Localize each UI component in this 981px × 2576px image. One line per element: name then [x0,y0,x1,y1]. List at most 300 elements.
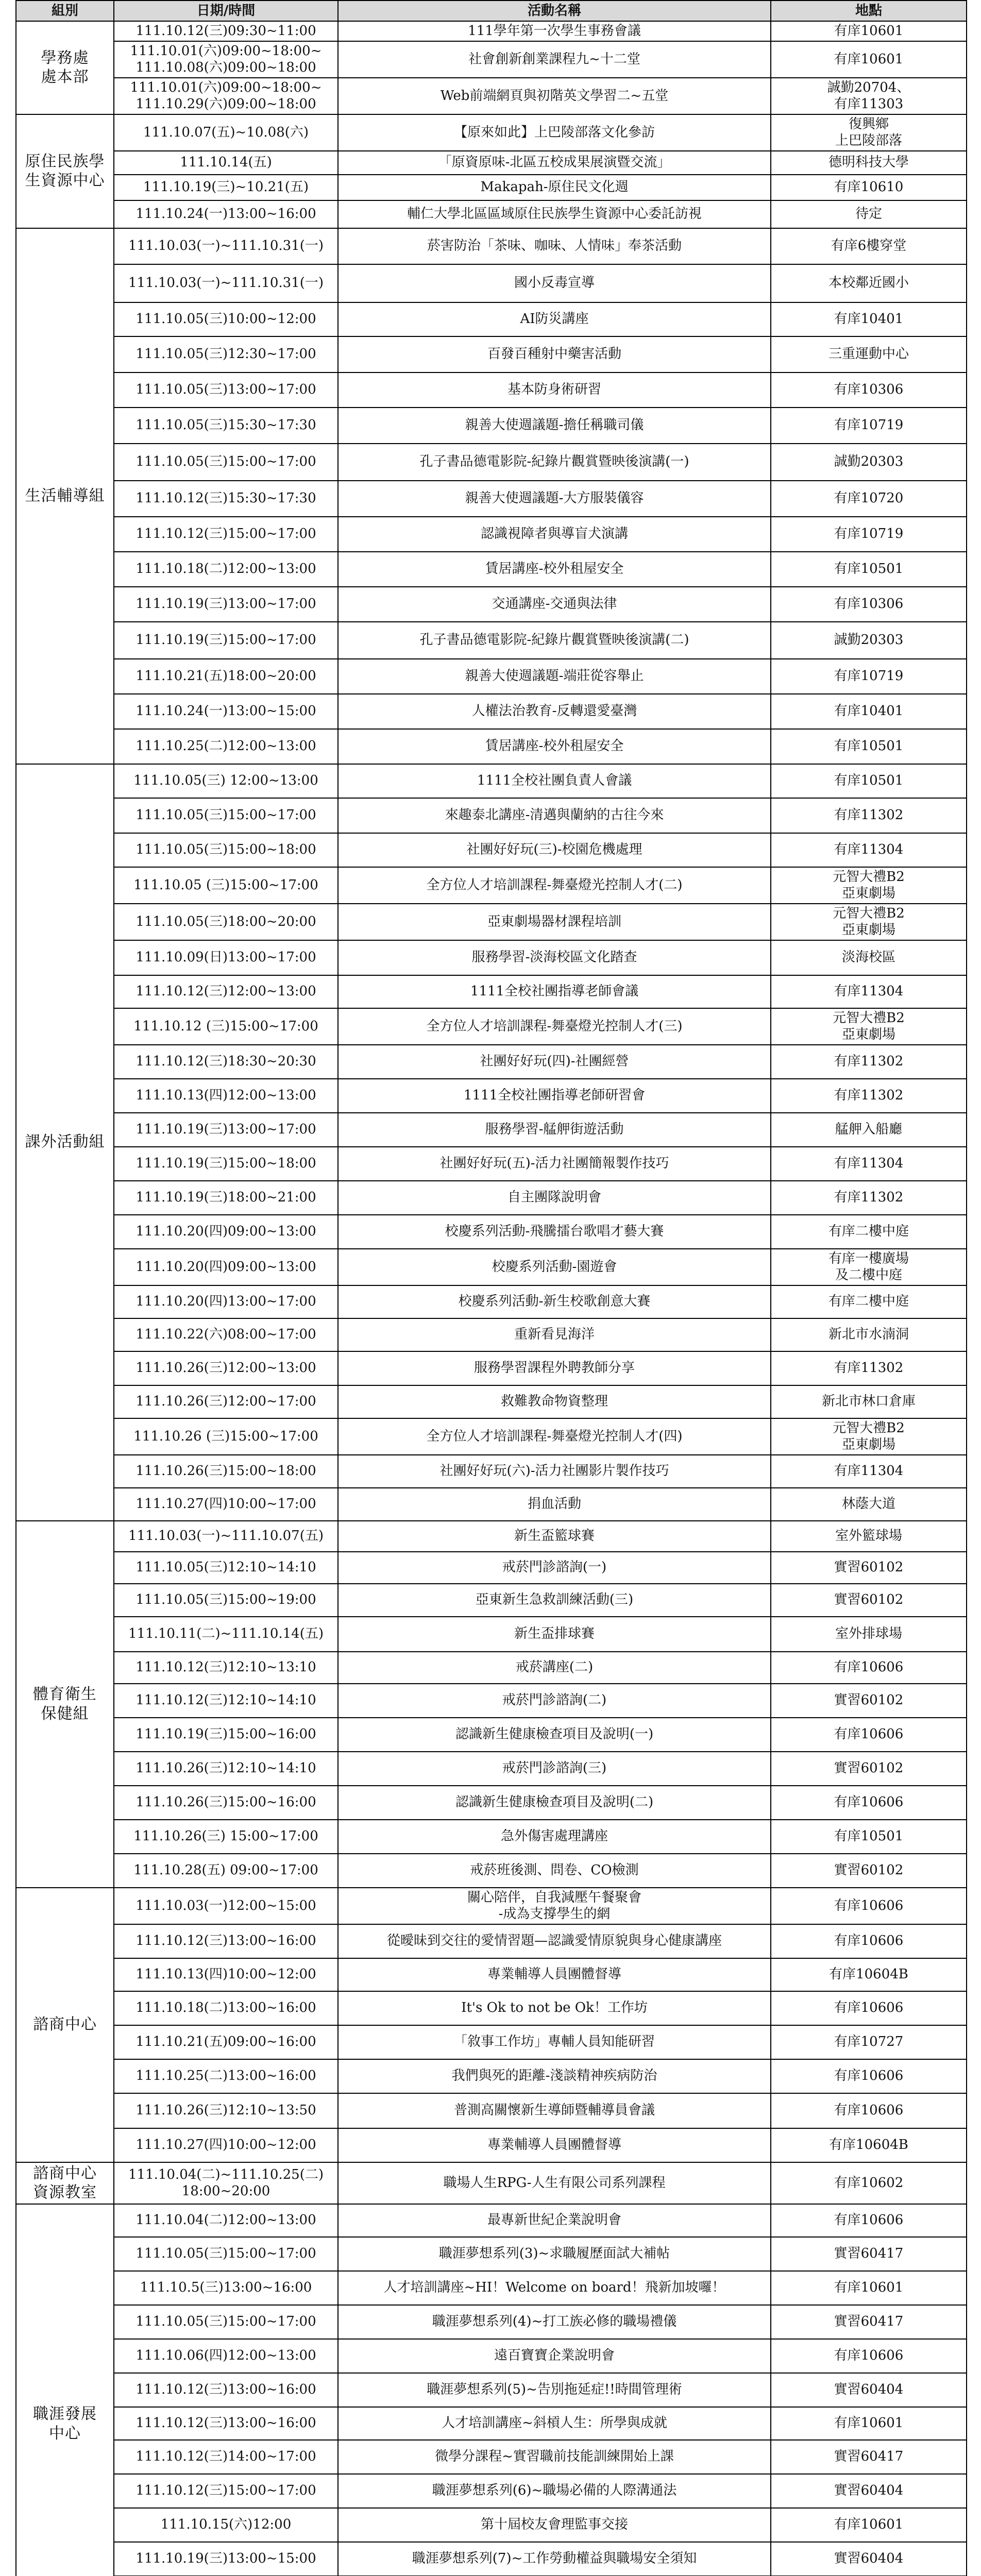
table-row [16,694,967,729]
time-cell: 111.10.25(二)12:00~13:00 [114,729,338,764]
location-cell: 元智大禮B2 亞東劇場 [771,904,967,940]
time-cell: 111.10.26(三)15:00~16:00 [114,1786,338,1820]
location-cell: 有庠11302 [771,1351,967,1385]
name-cell: 職涯夢想系列(6)~職場必備的人際溝通法 [338,2474,771,2508]
name-cell: 從曖昧到交往的愛情習題—認識愛情原貌與身心健康講座 [338,1924,771,1958]
table-row [16,1752,967,1786]
name-cell: 【原來如此】上巴陵部落文化參訪 [338,114,771,151]
time-cell: 111.10.05(三)15:00~18:00 [114,833,338,867]
table-row [16,2305,967,2339]
name-cell: 職涯夢想系列(4)~打工族必修的職場禮儀 [338,2305,771,2339]
location-cell: 有庠10601 [771,2271,967,2305]
name-cell: 社會創新創業課程九~十二堂 [338,41,771,78]
header-time: 日期/時間 [114,1,338,21]
name-cell: 社團好好玩(四)-社團經營 [338,1045,771,1079]
time-cell: 111.10.12(三)09:30~11:00 [114,21,338,41]
time-cell: 111.10.13(四)12:00~13:00 [114,1079,338,1113]
location-cell: 實習60404 [771,2373,967,2407]
location-cell: 有庠11302 [771,1181,967,1215]
name-cell: 1111全校社團負責人會議 [338,764,771,798]
name-cell: Web前端網頁與初階英文學習二~五堂 [338,78,771,114]
table-row [16,1385,967,1418]
location-cell: 室外排球場 [771,1617,967,1652]
name-cell: 職涯夢想系列(5)~告別拖延症!!時間管理術 [338,2373,771,2407]
time-cell: 111.10.19(三)13:00~17:00 [114,587,338,622]
header-name: 活動名稱 [338,1,771,21]
time-cell: 111.10.12(三)13:00~16:00 [114,1924,338,1958]
name-cell: 新生盃排球賽 [338,1617,771,1652]
location-cell: 淡海校區 [771,940,967,975]
location-cell: 誠勤20303 [771,444,967,481]
time-cell: 111.10.05(三)15:00~17:00 [114,444,338,481]
location-cell: 艋舺入船廳 [771,1113,967,1147]
unit-cell: 職涯發展 中心 [16,2204,114,2576]
table-row [16,904,967,940]
location-cell: 有庠10719 [771,408,967,444]
name-cell: 全方位人才培訓課程-舞臺燈光控制人才(四) [338,1418,771,1455]
table-row [16,1215,967,1249]
name-cell: 戒菸門診諮詢(三) [338,1752,771,1786]
name-cell: 全方位人才培訓課程-舞臺燈光控制人才(二) [338,867,771,904]
time-cell: 111.10.19(三)13:00~17:00 [114,1113,338,1147]
name-cell: 國小反毒宣導 [338,264,771,302]
unit-cell: 體育衛生 保健組 [16,1521,114,1888]
time-cell: 111.10.21(五)18:00~20:00 [114,659,338,694]
time-cell: 111.10.05 (三)15:00~17:00 [114,867,338,904]
table-row [16,1318,967,1351]
name-cell: 專業輔導人員團體督導 [338,1958,771,1991]
location-cell: 有庠10720 [771,481,967,517]
location-cell: 實習60102 [771,1584,967,1617]
table-row [16,481,967,517]
location-cell: 新北市林口倉庫 [771,1385,967,1418]
name-cell: It's Ok to not be Ok！工作坊 [338,1991,771,2025]
time-cell: 111.10.12(三)13:00~16:00 [114,2407,338,2440]
table-row [16,2508,967,2542]
table-row [16,1991,967,2025]
table-row [16,2474,967,2508]
table-row [16,175,967,200]
table-row [16,302,967,336]
time-cell: 111.10.26(三)15:00~18:00 [114,1455,338,1488]
table-row [16,372,967,408]
location-cell: 元智大禮B2 亞東劇場 [771,1418,967,1455]
name-cell: 校慶系列活動-新生校歌創意大賽 [338,1285,771,1318]
table-row [16,622,967,659]
table-row [16,764,967,798]
table-row [16,228,967,264]
time-cell: 111.10.20(四)09:00~13:00 [114,1249,338,1285]
name-cell: 111學年第一次學生事務會議 [338,21,771,41]
name-cell: 我們與死的距離-淺談精神疾病防治 [338,2059,771,2093]
table-row [16,444,967,481]
table-row [16,1958,967,1991]
time-cell: 111.10.12(三)15:30~17:30 [114,481,338,517]
location-cell: 有庠二樓中庭 [771,1285,967,1318]
table-row [16,1455,967,1488]
time-cell: 111.10.01(六)09:00~18:00~ 111.10.29(六)09:00~18:00 [114,78,338,114]
location-cell: 有庠11302 [771,1045,967,1079]
location-cell: 有庠10604B [771,2128,967,2162]
location-cell: 有庠10606 [771,1991,967,2025]
table-row [16,2025,967,2059]
name-cell: 菸害防治「茶味、咖味、人情味」奉茶活動 [338,228,771,264]
time-cell: 111.10.06(四)12:00~13:00 [114,2339,338,2373]
header-row [16,1,967,21]
name-cell: 人才培訓講座~HI！Welcome on board！飛新加坡囉！ [338,2271,771,2305]
time-cell: 111.10.12(三)12:10~14:10 [114,1684,338,1718]
time-cell: 111.10.27(四)10:00~12:00 [114,2128,338,2162]
location-cell: 德明科技大學 [771,151,967,175]
location-cell: 實習60417 [771,2440,967,2474]
table-row [16,659,967,694]
name-cell: 賃居講座-校外租屋安全 [338,552,771,587]
table-row [16,940,967,975]
unit-cell: 原住民族學 生資源中心 [16,114,114,228]
unit-cell: 學務處 處本部 [16,21,114,114]
location-cell: 有庠10606 [771,2339,967,2373]
location-cell: 本校鄰近國小 [771,264,967,302]
name-cell: 自主團隊說明會 [338,1181,771,1215]
name-cell: 戒菸門診諮詢(二) [338,1684,771,1718]
time-cell: 111.10.04(二)~111.10.25(二) 18:00~20:00 [114,2162,338,2204]
table-row [16,1820,967,1854]
name-cell: 親善大使週議題-擔任稱職司儀 [338,408,771,444]
location-cell: 誠勤20303 [771,622,967,659]
unit-cell: 課外活動組 [16,764,114,1521]
location-cell: 有庠6樓穿堂 [771,228,967,264]
location-cell: 有庠10606 [771,1924,967,1958]
location-cell: 有庠10501 [771,552,967,587]
name-cell: 1111全校社團指導老師會議 [338,975,771,1008]
location-cell: 有庠10610 [771,175,967,200]
location-cell: 待定 [771,200,967,228]
name-cell: 全方位人才培訓課程-舞臺燈光控制人才(三) [338,1008,771,1045]
location-cell: 有庠10606 [771,2059,967,2093]
name-cell: 救難教命物資整理 [338,1385,771,1418]
location-cell: 林蔭大道 [771,1488,967,1521]
name-cell: 賃居講座-校外租屋安全 [338,729,771,764]
table-row [16,1351,967,1385]
name-cell: 職涯夢想系列(7)~工作勞動權益與職場安全須知 [338,2542,771,2576]
time-cell: 111.10.19(三)18:00~21:00 [114,1181,338,1215]
name-cell: 人才培訓講座~斜槓人生：所學與成就 [338,2407,771,2440]
location-cell: 有庠10601 [771,2508,967,2542]
unit-cell: 諮商中心 [16,1888,114,2162]
location-cell: 三重運動中心 [771,336,967,372]
name-cell: 社團好好玩(六)-活力社團影片製作技巧 [338,1455,771,1488]
time-cell: 111.10.05(三)10:00~12:00 [114,302,338,336]
location-cell: 新北市水湳洞 [771,1318,967,1351]
table-row [16,1488,967,1521]
name-cell: 最專新世紀企業說明會 [338,2204,771,2237]
location-cell: 室外籃球場 [771,1521,967,1552]
name-cell: 百發百種射中藥害活動 [338,336,771,372]
name-cell: 來趣泰北講座-清邁與蘭納的古往今來 [338,798,771,833]
table-row [16,1249,967,1285]
location-cell: 有庠10727 [771,2025,967,2059]
name-cell: 親善大使週議題-大方服裝儀容 [338,481,771,517]
name-cell: 「敘事工作坊」專輔人員知能研習 [338,2025,771,2059]
table-row [16,2271,967,2305]
time-cell: 111.10.26(三)12:00~17:00 [114,1385,338,1418]
location-cell: 有庠10306 [771,372,967,408]
time-cell: 111.10.05(三)12:10~14:10 [114,1552,338,1584]
time-cell: 111.10.12(三)14:00~17:00 [114,2440,338,2474]
table-row [16,2237,967,2271]
table-row [16,867,967,904]
time-cell: 111.10.05(三)18:00~20:00 [114,904,338,940]
table-row [16,2373,967,2407]
name-cell: 交通講座-交通與法律 [338,587,771,622]
time-cell: 111.10.19(三)15:00~16:00 [114,1718,338,1752]
table-row [16,1113,967,1147]
time-cell: 111.10.01(六)09:00~18:00~ 111.10.08(六)09:00~18:00 [114,41,338,78]
table-row [16,1418,967,1455]
time-cell: 111.10.12(三)18:30~20:30 [114,1045,338,1079]
location-cell: 有庠10401 [771,302,967,336]
name-cell: 關心陪伴，自我減壓午餐聚會 -成為支撐學生的網 [338,1888,771,1924]
table-row [16,975,967,1008]
time-cell: 111.10.20(四)13:00~17:00 [114,1285,338,1318]
table-row [16,729,967,764]
table-row [16,1079,967,1113]
time-cell: 111.10.03(一)~111.10.31(一) [114,228,338,264]
table-row [16,1888,967,1924]
table-row [16,1552,967,1584]
table-row [16,833,967,867]
header-unit: 組別 [16,1,114,21]
table-row [16,336,967,372]
name-cell: 戒菸門診諮詢(一) [338,1552,771,1584]
time-cell: 111.10.13(四)10:00~12:00 [114,1958,338,1991]
time-cell: 111.10.12 (三)15:00~17:00 [114,1008,338,1045]
table-row [16,200,967,228]
location-cell: 有庠10606 [771,1888,967,1924]
time-cell: 111.10.14(五) [114,151,338,175]
time-cell: 111.10.04(二)12:00~13:00 [114,2204,338,2237]
table-row [16,2407,967,2440]
time-cell: 111.10.21(五)09:00~16:00 [114,2025,338,2059]
location-cell: 有庠10719 [771,517,967,552]
time-cell: 111.10.25(二)13:00~16:00 [114,2059,338,2093]
table-row [16,1854,967,1888]
name-cell: 認識新生健康檢查項目及說明(一) [338,1718,771,1752]
name-cell: 社團好好玩(三)-校園危機處理 [338,833,771,867]
name-cell: 捐血活動 [338,1488,771,1521]
time-cell: 111.10.15(六)12:00 [114,2508,338,2542]
time-cell: 111.10.19(三)~10.21(五) [114,175,338,200]
time-cell: 111.10.07(五)~10.08(六) [114,114,338,151]
location-cell: 有庠10604B [771,1958,967,1991]
location-cell: 有庠10501 [771,764,967,798]
table-row [16,2339,967,2373]
time-cell: 111.10.11(二)~111.10.14(五) [114,1617,338,1652]
name-cell: 校慶系列活動-飛騰擂台歌唱才藝大賽 [338,1215,771,1249]
table-row [16,2204,967,2237]
name-cell: 戒菸班後測、問卷、CO檢測 [338,1854,771,1888]
location-cell: 有庠一樓廣場 及二樓中庭 [771,1249,967,1285]
table-row [16,1285,967,1318]
table-row [16,1521,967,1552]
table-row [16,1008,967,1045]
table-row [16,552,967,587]
name-cell: 孔子書品德電影院-紀錄片觀賞暨映後演講(一) [338,444,771,481]
location-cell: 有庠10606 [771,2204,967,2237]
name-cell: AI防災講座 [338,302,771,336]
name-cell: 微學分課程~實習職前技能訓練開始上課 [338,2440,771,2474]
location-cell: 有庠10601 [771,41,967,78]
time-cell: 111.10.03(一)~111.10.31(一) [114,264,338,302]
location-cell: 有庠11304 [771,1147,967,1181]
time-cell: 111.10.12(三)15:00~17:00 [114,517,338,552]
table-row [16,1045,967,1079]
time-cell: 111.10.19(三)13:00~15:00 [114,2542,338,2576]
time-cell: 111.10.26(三)12:10~14:10 [114,1752,338,1786]
schedule-body [16,21,967,2576]
time-cell: 111.10.12(三)15:00~17:00 [114,2474,338,2508]
location-cell: 有庠11304 [771,975,967,1008]
table-row [16,1584,967,1617]
location-cell: 有庠10501 [771,1820,967,1854]
activity-schedule [15,0,966,2576]
time-cell: 111.10.20(四)09:00~13:00 [114,1215,338,1249]
table-row [16,41,967,78]
time-cell: 111.10.18(二)12:00~13:00 [114,552,338,587]
time-cell: 111.10.05(三)15:00~17:00 [114,2305,338,2339]
name-cell: 校慶系列活動-園遊會 [338,1249,771,1285]
name-cell: 重新看見海洋 [338,1318,771,1351]
name-cell: 戒菸講座(二) [338,1652,771,1684]
table-row [16,2128,967,2162]
location-cell: 元智大禮B2 亞東劇場 [771,1008,967,1045]
time-cell: 111.10.19(三)15:00~17:00 [114,622,338,659]
location-cell: 實習60417 [771,2237,967,2271]
time-cell: 111.10.05(三)15:00~17:00 [114,2237,338,2271]
table-row [16,2440,967,2474]
name-cell: 亞東新生急救訓練活動(三) [338,1584,771,1617]
location-cell: 有庠11304 [771,833,967,867]
name-cell: 認識視障者與導盲犬演講 [338,517,771,552]
location-cell: 有庠10306 [771,587,967,622]
location-cell: 有庠10602 [771,2162,967,2204]
name-cell: 服務學習課程外聘教師分享 [338,1351,771,1385]
table-row [16,587,967,622]
name-cell: 社團好好玩(五)-活力社團簡報製作技巧 [338,1147,771,1181]
time-cell: 111.10.5(三)13:00~16:00 [114,2271,338,2305]
table-row [16,114,967,151]
time-cell: 111.10.05(三)13:00~17:00 [114,372,338,408]
table-row [16,1786,967,1820]
name-cell: 服務學習-艋舺街遊活動 [338,1113,771,1147]
time-cell: 111.10.05(三)15:00~19:00 [114,1584,338,1617]
location-cell: 有庠10719 [771,659,967,694]
location-cell: 有庠11304 [771,1455,967,1488]
location-cell: 實習60102 [771,1854,967,1888]
name-cell: 基本防身術研習 [338,372,771,408]
location-cell: 有庠10606 [771,1652,967,1684]
table-row [16,1147,967,1181]
name-cell: 遠百寶寶企業說明會 [338,2339,771,2373]
location-cell: 有庠10401 [771,694,967,729]
table-row [16,1652,967,1684]
table-row [16,1718,967,1752]
time-cell: 111.10.05(三) 12:00~13:00 [114,764,338,798]
table-row [16,1181,967,1215]
name-cell: 急外傷害處理講座 [338,1820,771,1854]
time-cell: 111.10.24(一)13:00~16:00 [114,200,338,228]
table-row [16,264,967,302]
time-cell: 111.10.12(三)12:10~13:10 [114,1652,338,1684]
location-cell: 有庠10606 [771,1718,967,1752]
table-row [16,2542,967,2576]
time-cell: 111.10.12(三)13:00~16:00 [114,2373,338,2407]
header-location: 地點 [771,1,967,21]
time-cell: 111.10.26(三)12:00~13:00 [114,1351,338,1385]
name-cell: 亞東劇場器材課程培訓 [338,904,771,940]
name-cell: Makapah-原住民文化週 [338,175,771,200]
time-cell: 111.10.09(日)13:00~17:00 [114,940,338,975]
location-cell: 實習60102 [771,1752,967,1786]
name-cell: 人權法治教育-反轉還愛臺灣 [338,694,771,729]
location-cell: 實習60404 [771,2474,967,2508]
table-row [16,21,967,41]
table-row [16,1684,967,1718]
location-cell: 實習60102 [771,1684,967,1718]
time-cell: 111.10.05(三)15:00~17:00 [114,798,338,833]
time-cell: 111.10.26 (三)15:00~17:00 [114,1418,338,1455]
name-cell: 認識新生健康檢查項目及說明(二) [338,1786,771,1820]
table-row [16,1924,967,1958]
table-row [16,2093,967,2128]
unit-cell: 生活輔導組 [16,228,114,764]
table-row [16,517,967,552]
time-cell: 111.10.27(四)10:00~17:00 [114,1488,338,1521]
time-cell: 111.10.05(三)12:30~17:00 [114,336,338,372]
location-cell: 有庠二樓中庭 [771,1215,967,1249]
location-cell: 有庠10501 [771,729,967,764]
time-cell: 111.10.28(五) 09:00~17:00 [114,1854,338,1888]
time-cell: 111.10.18(二)13:00~16:00 [114,1991,338,2025]
time-cell: 111.10.03(一)~111.10.07(五) [114,1521,338,1552]
name-cell: 職涯夢想系列(3)~求職履歷面試大補帖 [338,2237,771,2271]
location-cell: 有庠10606 [771,1786,967,1820]
location-cell: 實習60404 [771,2542,967,2576]
location-cell: 有庠10601 [771,21,967,41]
schedule-table [15,0,967,2576]
table-row [16,2162,967,2204]
location-cell: 實習60417 [771,2305,967,2339]
name-cell: 輔仁大學北區區域原住民族學生資源中心委託訪視 [338,200,771,228]
table-row [16,78,967,114]
location-cell: 有庠10606 [771,2093,967,2128]
location-cell: 有庠11302 [771,1079,967,1113]
location-cell: 有庠11302 [771,798,967,833]
name-cell: 1111全校社團指導老師研習會 [338,1079,771,1113]
table-row [16,1617,967,1652]
location-cell: 復興鄉 上巴陵部落 [771,114,967,151]
location-cell: 誠勤20704、 有庠11303 [771,78,967,114]
name-cell: 孔子書品德電影院-紀錄片觀賞暨映後演講(二) [338,622,771,659]
name-cell: 服務學習-淡海校區文化踏查 [338,940,771,975]
name-cell: 第十屆校友會理監事交接 [338,2508,771,2542]
name-cell: 專業輔導人員團體督導 [338,2128,771,2162]
location-cell: 實習60102 [771,1552,967,1584]
time-cell: 111.10.19(三)15:00~18:00 [114,1147,338,1181]
time-cell: 111.10.26(三) 15:00~17:00 [114,1820,338,1854]
name-cell: 親善大使週議題-端莊從容舉止 [338,659,771,694]
time-cell: 111.10.26(三)12:10~13:50 [114,2093,338,2128]
